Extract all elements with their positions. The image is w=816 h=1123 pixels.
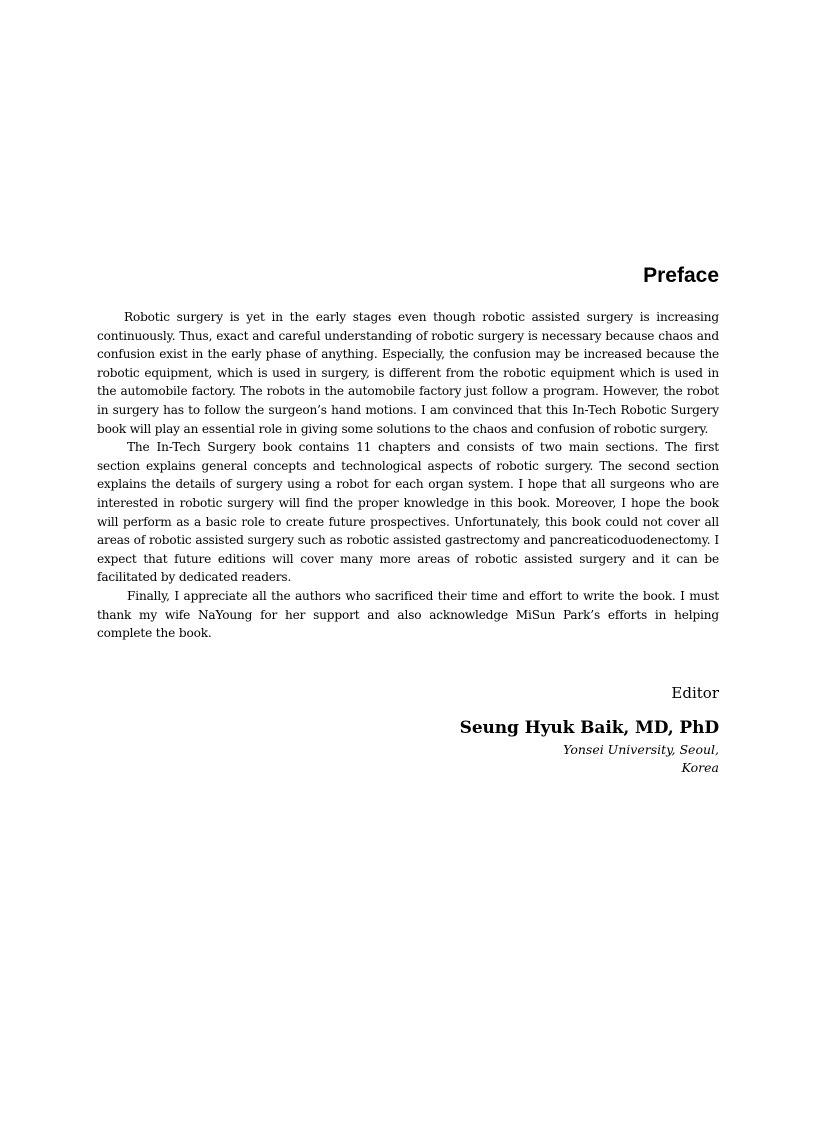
editor-affiliation-line-2: Korea (681, 759, 719, 775)
editor-affiliation-line-1: Yonsei University, Seoul, (563, 741, 719, 757)
preface-body (97, 308, 719, 643)
page-title: Preface (643, 264, 719, 287)
paragraph-1: Robotic surgery is yet in the early stages even though robotic assisted surgery is increasing continuously. Thus, exact and careful understanding of robotic surgery is necessary because chaos and confusion exist in the early phase of anything. Especially, the confusion may be increased because the robotic equipment, which is used in surgery, is different from the robotic equipment which is used in the automobile factory. The robots in the automobile factory just follow a program. However, the robot in surgery has to follow the surgeon’s hand motions. I am convinced that this In-Tech Robotic Surgery book will play an essential role in giving some solutions to the chaos and confusion of robotic surgery. (97, 310, 719, 436)
editor-role: Editor (671, 683, 719, 702)
editor-signature (97, 683, 719, 777)
editor-name: Seung Hyuk Baik, MD, PhD (459, 717, 719, 738)
paragraph-2: The In-Tech Surgery book contains 11 chapters and consists of two main sections. The first section explains general concepts and technological aspects of robotic surgery. The second section explains the details of surgery using a robot for each organ system. I hope that all surgeons who are interested in robotic surgery will find the proper knowledge in this book. Moreover, I hope the book will perform as a basic role to create future prospectives. Unfortunately, this book could not cover all areas of robotic assisted surgery such as robotic assisted gastrectomy and pancreaticoduodenectomy. I expect that future editions will cover many more areas of robotic assisted surgery and it can be facilitated by dedicated readers. (97, 440, 719, 585)
paragraph-3: Finally, I appreciate all the authors who sacrificed their time and effort to write the book. I must thank my wife NaYoung for her support and also acknowledge MiSun Park’s efforts in helping complete the book. (97, 588, 719, 641)
preface-page (97, 262, 719, 777)
